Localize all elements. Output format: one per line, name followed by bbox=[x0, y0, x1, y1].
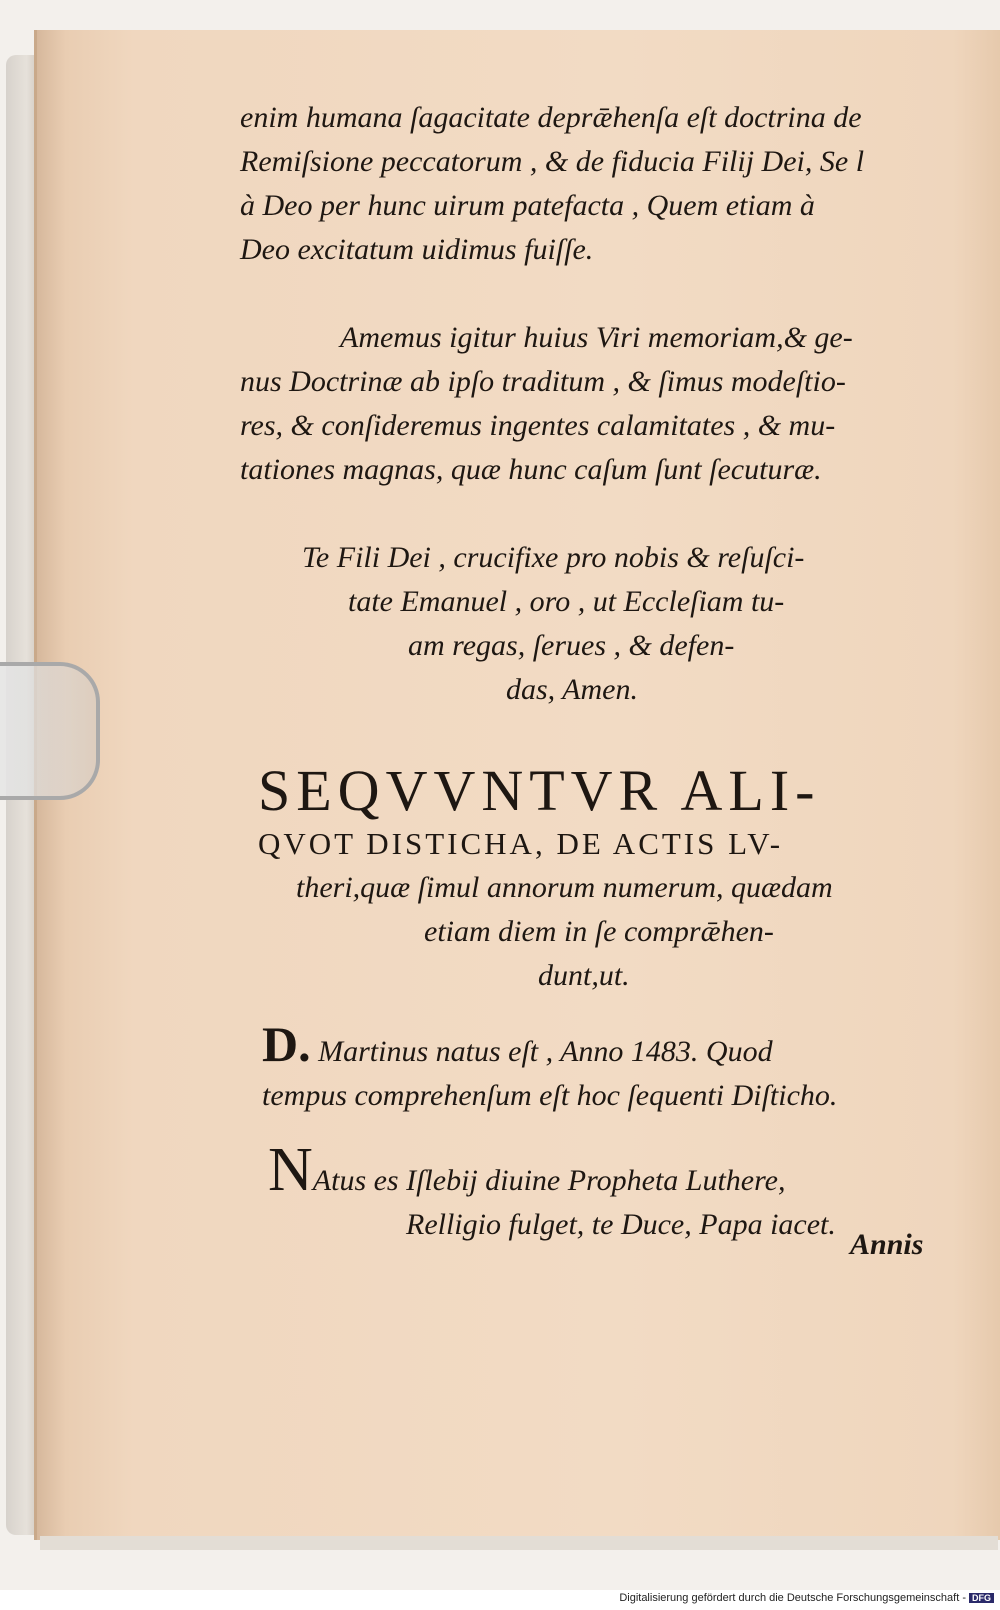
text-line: Te Fili Dei , crucifixe pro nobis & reſuſci- bbox=[302, 541, 805, 574]
verse-line: Atus es Iſlebij diuine Propheta Luthere, bbox=[312, 1164, 786, 1197]
text-line: Deo excitatum uidimus fuiſſe. bbox=[240, 233, 594, 266]
prayer bbox=[240, 536, 940, 712]
text-line: tate Emanuel , oro , ut Eccleſiam tu- bbox=[348, 585, 785, 618]
text-line: enim humana ſagacitate deprǣhenſa eſt doctrina de bbox=[240, 101, 862, 134]
paper-clip bbox=[0, 662, 100, 800]
text-line: das, Amen. bbox=[506, 673, 638, 706]
text-line: tempus comprehenſum eſt hoc ſequenti Diſticho. bbox=[262, 1079, 838, 1112]
footer-text: Digitalisierung gefördert durch die Deutsche Forschungsgemeinschaft - bbox=[619, 1592, 966, 1604]
heading-line: dunt,ut. bbox=[538, 959, 630, 992]
catchword: Annis bbox=[850, 1228, 924, 1261]
text-line: Martinus natus eſt , Anno 1483. Quod bbox=[318, 1035, 773, 1068]
heading-line: etiam diem in ſe comprǣhen- bbox=[424, 915, 774, 948]
text-line: tationes magnas, quæ hunc caſum ſunt ſecuturæ. bbox=[240, 453, 822, 486]
text-line: à Deo per hunc uirum patefacta , Quem etiam à bbox=[240, 189, 815, 222]
text-line: res, & conſideremus ingentes calamitates , & mu- bbox=[240, 409, 836, 442]
distich bbox=[268, 1136, 948, 1247]
martinus-paragraph bbox=[262, 1016, 952, 1118]
verse-line: Relligio fulget, te Duce, Papa iacet. bbox=[406, 1208, 836, 1241]
paragraph-remission bbox=[240, 96, 940, 272]
footer-credit bbox=[619, 1592, 994, 1610]
body-text bbox=[240, 96, 940, 756]
page-bottom-edge bbox=[40, 1536, 998, 1550]
section-heading bbox=[258, 760, 938, 998]
text-line: nus Doctrinæ ab ipſo traditum , & ſimus modeſtio- bbox=[240, 365, 846, 398]
dfg-logo: DFG bbox=[969, 1593, 994, 1603]
text-line: am regas, ſerues , & defen- bbox=[408, 629, 735, 662]
heading-main: SEQVVNTVR ALI- bbox=[258, 758, 821, 823]
initial-letter: D. bbox=[262, 1016, 311, 1072]
initial-letter: N bbox=[268, 1136, 313, 1204]
paragraph-amemus bbox=[240, 316, 940, 492]
heading-line: theri,quæ ſimul annorum numerum, quædam bbox=[296, 871, 833, 904]
text-line: Amemus igitur huius Viri memoriam,& ge- bbox=[340, 321, 853, 354]
heading-sub: QVOT DISTICHA, DE ACTIS LV- bbox=[258, 826, 784, 861]
text-line: Remiſsione peccatorum , & de fiducia Filij Dei, Se l bbox=[240, 145, 865, 178]
